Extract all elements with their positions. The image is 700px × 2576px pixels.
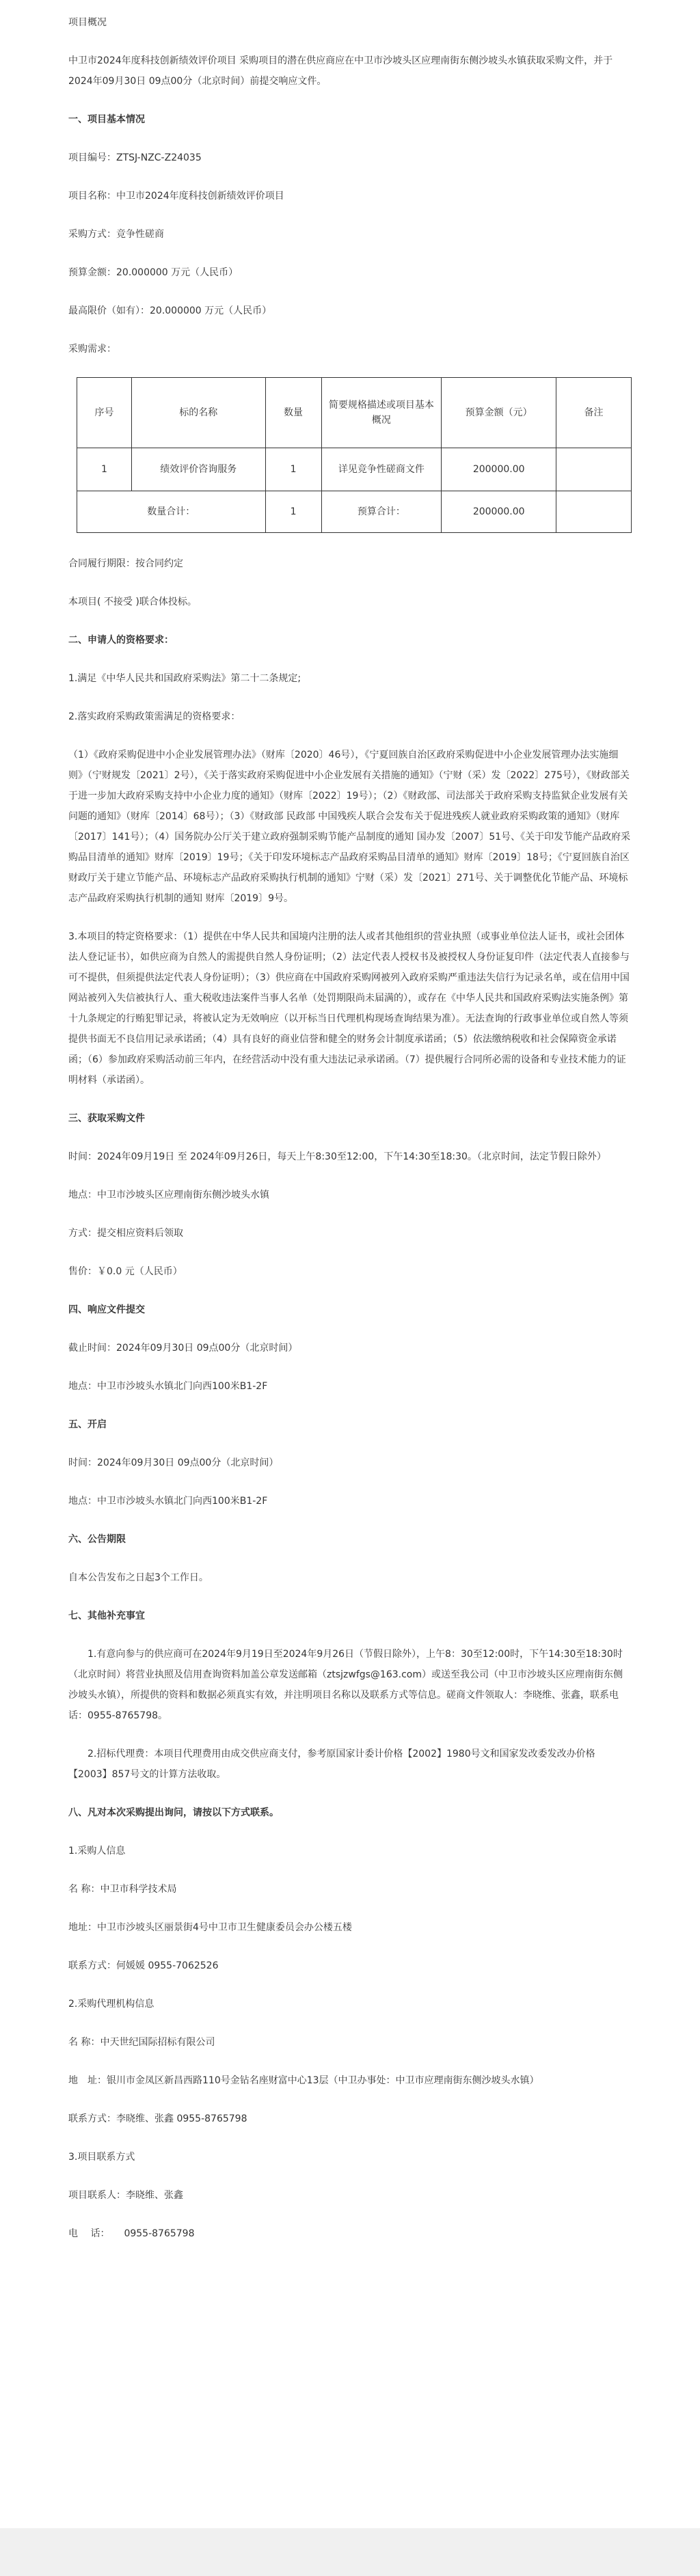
table-row <box>77 448 632 491</box>
agency-name: 名 称：中天世纪国际招标有限公司 <box>68 2037 215 2048</box>
policy-list: （1）《政府采购促进中小企业发展管理办法》（财库〔2020〕46号），《宁夏回族自治区政府采购促进中小企业发展管理办法实施细则》（宁财规发〔2021〕2号），《关于落实政府采购促进中小企业发展有关措施的通知》（宁财（采）发〔2022〕275号），《财政部关于进一步加大政府采购支持中小企业力度的通知》（财库〔2022〕19号）；（2）《财政部、司法部关于政府采购支持监狱企业发展有关问题的通知》（财库〔2014〕68号）；（3）《财政部 民政部 中国残疾人联合会发布关于促进残疾人就业政府采购政策的通知》（财库〔2017〕141号）；（4）国务院办公厅关于建立政府强制采购节能产品制度的通知 国办发〔2007〕51号、《关于印发节能产品政府采购品目清单的通知》财库〔2019〕19号；《关于印发环境标志产品政府采购品目清单的通知》财库〔2019〕18号；《宁夏回族自治区财政厅关于建立节能产品、环境标志产品政府采购执行机制的通知》宁财（采）发〔2021〕271号、关于调整优化节能产品、环境标志产品政府采购执行机制的通知 财库〔2019〕9号。 <box>68 750 631 904</box>
budget-total-label: 预算合计： <box>321 491 442 533</box>
table-cell <box>556 491 632 533</box>
project-contact-person: 项目联系人：李晓维、张鑫 <box>68 2190 183 2201</box>
section-2-title: 二、申请人的资格要求： <box>68 635 174 646</box>
doc-price: 售价：￥0.0 元（人民币） <box>68 1266 183 1277</box>
consortium-note: 本项目( 不接受 )联合体投标。 <box>68 597 197 607</box>
section-7-title: 七、其他补充事宜 <box>68 1611 145 1621</box>
table-cell: 绩效评价咨询服务 <box>131 448 265 491</box>
section-8-title: 八、凡对本次采购提出询问，请按以下方式联系。 <box>68 1807 279 1818</box>
project-contact-title: 3.项目联系方式 <box>68 2152 135 2163</box>
agency-info-title: 2.采购代理机构信息 <box>68 1999 154 2010</box>
table-header-cell: 标的名称 <box>131 378 265 448</box>
submit-deadline: 截止时间：2024年09月30日 09点00分（北京时间） <box>68 1343 298 1354</box>
contract-period: 合同履行期限：按合同约定 <box>68 558 183 569</box>
quantity-total: 1 <box>265 491 321 533</box>
requirements-table <box>77 377 632 533</box>
project-contact-phone: 电 话： 0955-8765798 <box>68 2228 195 2239</box>
procurement-method: 采购方式：竞争性磋商 <box>68 229 164 240</box>
buyer-name: 名 称：中卫市科学技术局 <box>68 1884 177 1895</box>
buyer-contact: 联系方式：何媛媛 0955-7062526 <box>68 1960 219 1971</box>
table-header-cell: 备注 <box>556 378 632 448</box>
table-header-cell: 简要规格描述或项目基本概况 <box>321 378 442 448</box>
section-1-title: 一、项目基本情况 <box>68 114 145 125</box>
doc-time: 时间：2024年09月19日 至 2024年09月26日，每天上午8:30至12:00，下午14:30至18:30。（北京时间，法定节假日除外） <box>68 1151 606 1162</box>
opening-place: 地点：中卫市沙坡头水镇北门向西100米B1-2F <box>68 1496 268 1507</box>
doc-place: 地点：中卫市沙坡头区应理南街东侧沙坡头水镇 <box>68 1190 269 1201</box>
submit-place: 地点：中卫市沙坡头水镇北门向西100米B1-2F <box>68 1381 268 1392</box>
project-name: 项目名称：中卫市2024年度科技创新绩效评价项目 <box>68 191 284 202</box>
table-header-cell: 序号 <box>77 378 132 448</box>
overview-title: 项目概况 <box>68 17 107 28</box>
buyer-info-title: 1.采购人信息 <box>68 1846 126 1856</box>
table-cell: 1 <box>77 448 132 491</box>
table-header-cell: 数量 <box>265 378 321 448</box>
doc-way: 方式：提交相应资料后领取 <box>68 1228 183 1239</box>
requirements-label: 采购需求： <box>68 344 116 355</box>
table-cell: 1 <box>265 448 321 491</box>
table-header-row <box>77 378 632 448</box>
overview-text: 中卫市2024年度科技创新绩效评价项目 采购项目的潜在供应商应在中卫市沙坡头区应理南街东侧沙坡头水镇获取采购文件，并于2024年09月30日 09点00分（北京时间）前提交响应文件。 <box>68 55 613 87</box>
qualification-item-2: 2.落实政府采购政策需满足的资格要求： <box>68 711 241 722</box>
budget-total: 200000.00 <box>442 491 556 533</box>
table-header-cell: 预算金额（元） <box>442 378 556 448</box>
budget-amount: 预算金额：20.000000 万元（人民币） <box>68 267 239 278</box>
section-6-title: 六、公告期限 <box>68 1534 126 1545</box>
qualification-item-1: 1.满足《中华人民共和国政府采购法》第二十二条规定; <box>68 673 301 684</box>
section-3-title: 三、获取采购文件 <box>68 1113 145 1124</box>
footer-band <box>0 2528 700 2576</box>
quantity-total-label: 数量合计： <box>77 491 266 533</box>
agency-contact: 联系方式：李晓维、张鑫 0955-8765798 <box>68 2113 247 2124</box>
max-price: 最高限价（如有）：20.000000 万元（人民币） <box>68 305 272 316</box>
project-number: 项目编号：ZTSJ-NZC-Z24035 <box>68 152 202 163</box>
section-4-title: 四、响应文件提交 <box>68 1304 145 1315</box>
table-cell <box>556 448 632 491</box>
opening-time: 时间：2024年09月30日 09点00分（北京时间） <box>68 1457 279 1468</box>
supplement-item-1: 1.有意向参与的供应商可在2024年9月19日至2024年9月26日（节假日除外），上午8：30至12:00时，下午14:30至18:30时（北京时间）将营业执照及信用查询资料加盖公章发送邮箱（ztsjzwfgs@163.com）或送至我公司（中卫市沙坡头区应理南街东侧沙坡头水镇），所提供的资料和数据必须真实有效，并注明项目名称以及联系方式等信息。磋商文件领取人：李晓维、张鑫，联系电话：0955-8765798。 <box>68 1649 623 1721</box>
buyer-address: 地址：中卫市沙坡头区丽景街4号中卫市卫生健康委员会办公楼五楼 <box>68 1922 352 1933</box>
section-5-title: 五、开启 <box>68 1419 107 1430</box>
table-summary-row <box>77 491 632 533</box>
notice-period: 自本公告发布之日起3个工作日。 <box>68 1572 208 1583</box>
table-cell: 详见竞争性磋商文件 <box>321 448 442 491</box>
table-cell: 200000.00 <box>442 448 556 491</box>
supplement-item-2: 2.招标代理费：本项目代理费用由成交供应商支付，参考原国家计委计价格【2002】1980号文和国家发改委发改办价格【2003】857号文的计算方法收取。 <box>68 1749 595 1780</box>
agency-address: 地 址：银川市金凤区新昌西路110号金钻名座财富中心13层（中卫办事处：中卫市应理南街东侧沙坡头水镇） <box>68 2075 539 2086</box>
qualification-item-3: 3.本项目的特定资格要求：（1）提供在中华人民共和国境内注册的法人或者其他组织的营业执照（或事业单位法人证书，或社会团体法人登记证书），如供应商为自然人的需提供自然人身份证明；（2）法定代表人授权书及被授权人身份证复印件（法定代表人直接参与可不提供，但须提供法定代表人身份证明）；（3）供应商在中国政府采购网被列入政府采购严重违法失信行为记录名单，或在信用中国网站被列入失信被执行人、重大税收违法案件当事人名单（处罚期限尚未届满的），或存在《中华人民共和国政府采购法实施条例》第十九条规定的行贿犯罪记录，将被认定为无效响应（以开标当日代理机构现场查询结果为准）。无法查询的行政事业单位或自然人等须提供书面无不良信用记录承诺函；（4）具有良好的商业信誉和健全的财务会计制度承诺函；（5）依法缴纳税收和社会保障资金承诺函；（6）参加政府采购活动前三年内，在经营活动中没有重大违法记录承诺函。（7）提供履行合同所必需的设备和专业技术能力的证明材料（承诺函）。 <box>68 931 630 1086</box>
